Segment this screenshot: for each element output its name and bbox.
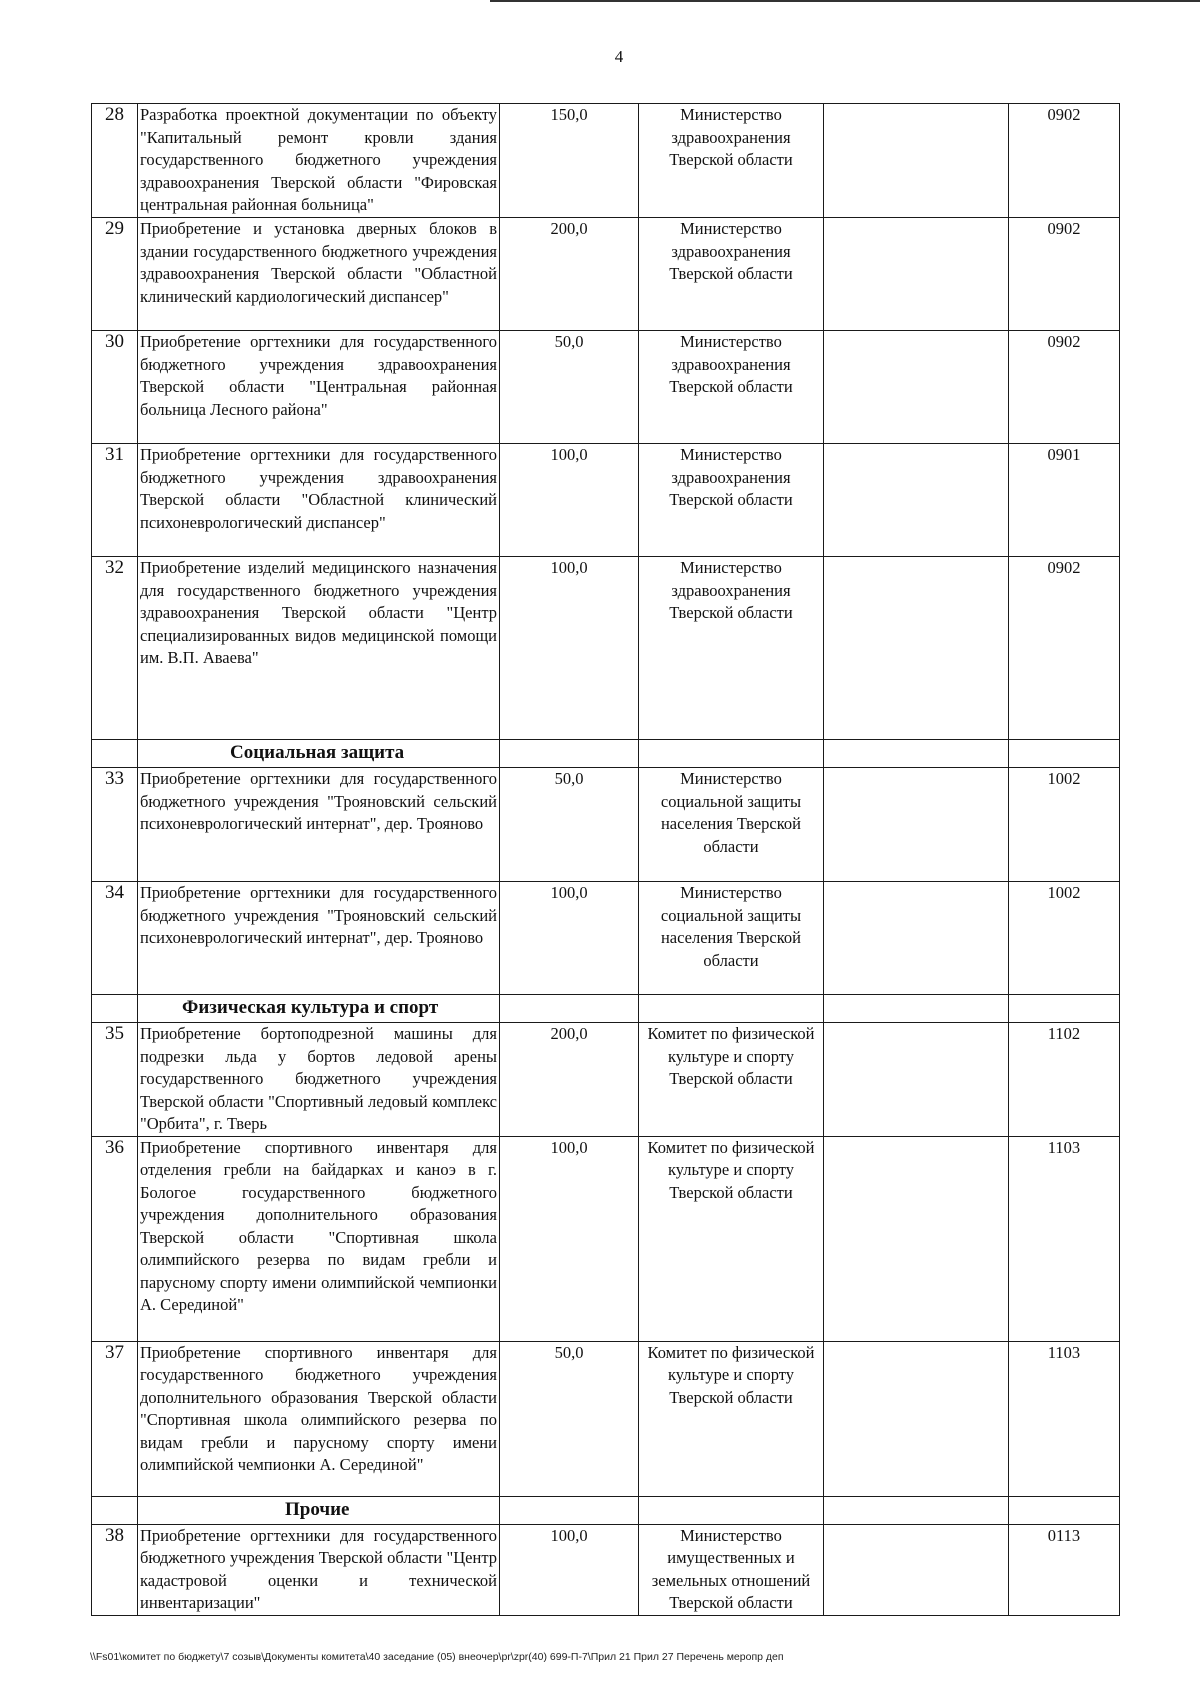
budget-code: 0901 (1009, 444, 1120, 557)
executor-name: Министерство здравоохранения Тверской области (639, 444, 824, 557)
page-number: 4 (614, 47, 624, 66)
empty-cell (92, 740, 138, 768)
section-title (138, 1496, 500, 1524)
empty-cell (639, 1496, 824, 1524)
executor-name: Комитет по физической культуре и спорту Тверской области (639, 1341, 824, 1496)
row-number: 34 (92, 882, 138, 995)
empty-cell (824, 1496, 1009, 1524)
section-title-text: Прочие (285, 1498, 350, 1520)
measure-name: Приобретение оргтехники для государственного бюджетного учреждения "Трояновский сельский психоневрологический интернат", дер. Трояново (138, 768, 500, 882)
table-row (92, 104, 1120, 218)
table-row (92, 1341, 1120, 1496)
empty-cell (92, 1496, 138, 1524)
measure-name: Приобретение оргтехники для государственного бюджетного учреждения "Трояновский сельский психоневрологический интернат", дер. Трояново (138, 882, 500, 995)
table-row (92, 882, 1120, 995)
amount-value: 100,0 (500, 444, 639, 557)
empty-cell (824, 768, 1009, 882)
amount-value: 100,0 (500, 1524, 639, 1615)
amount-value: 100,0 (500, 882, 639, 995)
table-row (92, 768, 1120, 882)
empty-cell (824, 557, 1009, 740)
empty-cell (639, 740, 824, 768)
row-number: 30 (92, 331, 138, 444)
footer-file-path: \\Fs01\комитет по бюджету\7 созыв\Документы комитета\40 заседание (05) внеочер\pr\zpr(40) 699-П-7\Прил 21 Прил 27 Перечень меропр деп (90, 1651, 784, 1663)
empty-cell (824, 882, 1009, 995)
executor-name: Комитет по физической культуре и спорту Тверской области (639, 1023, 824, 1137)
measure-name: Приобретение спортивного инвентаря для государственного бюджетного учреждения дополнительного образования Тверской области "Спортивная школа олимпийского резерва по видам гребли и парусному спорту имени олимпийской чемпионки А. Серединой" (138, 1341, 500, 1496)
budget-code: 0902 (1009, 557, 1120, 740)
row-number: 28 (92, 104, 138, 218)
empty-cell (824, 1136, 1009, 1341)
row-number: 33 (92, 768, 138, 882)
amount-value: 200,0 (500, 1023, 639, 1137)
section-row (92, 995, 1120, 1023)
amount-value: 100,0 (500, 557, 639, 740)
budget-code: 1002 (1009, 882, 1120, 995)
section-title (138, 740, 500, 768)
measure-name: Приобретение и установка дверных блоков в здании государственного бюджетного учреждения здравоохранения Тверской области "Областной клинический кардиологический диспансер" (138, 218, 500, 331)
empty-cell (500, 995, 639, 1023)
amount-value: 100,0 (500, 1136, 639, 1341)
empty-cell (92, 995, 138, 1023)
table-row (92, 331, 1120, 444)
amount-value: 150,0 (500, 104, 639, 218)
row-number: 36 (92, 1136, 138, 1341)
section-title (138, 995, 500, 1023)
table-row (92, 1136, 1120, 1341)
measure-name: Приобретение бортоподрезной машины для подрезки льда у бортов ледовой арены государственного бюджетного учреждения Тверской области "Спортивный ледовый комплекс "Орбита", г. Тверь (138, 1023, 500, 1137)
amount-value: 50,0 (500, 331, 639, 444)
empty-cell (639, 995, 824, 1023)
empty-cell (824, 1524, 1009, 1615)
empty-cell (824, 331, 1009, 444)
section-title-text: Физическая культура и спорт (182, 997, 439, 1018)
top-rule (490, 0, 1200, 2)
budget-code: 1103 (1009, 1136, 1120, 1341)
executor-name: Министерство социальной защиты населения Тверской области (639, 882, 824, 995)
budget-code: 1102 (1009, 1023, 1120, 1137)
empty-cell (824, 444, 1009, 557)
measures-table (91, 103, 1120, 1616)
empty-cell (500, 740, 639, 768)
executor-name: Министерство здравоохранения Тверской области (639, 104, 824, 218)
table-row (92, 1023, 1120, 1137)
empty-cell (1009, 740, 1120, 768)
empty-cell (824, 740, 1009, 768)
budget-code: 0902 (1009, 218, 1120, 331)
executor-name: Министерство здравоохранения Тверской области (639, 557, 824, 740)
amount-value: 200,0 (500, 218, 639, 331)
row-number: 38 (92, 1524, 138, 1615)
measure-name: Приобретение изделий медицинского назначения для государственного бюджетного учреждения здравоохранения Тверской области "Центр специализированных видов медицинской помощи им. В.П. Аваева" (138, 557, 500, 740)
row-number: 31 (92, 444, 138, 557)
executor-name: Министерство социальной защиты населения Тверской области (639, 768, 824, 882)
empty-cell (1009, 995, 1120, 1023)
executor-name: Министерство здравоохранения Тверской области (639, 218, 824, 331)
executor-name: Министерство здравоохранения Тверской области (639, 331, 824, 444)
row-number: 32 (92, 557, 138, 740)
measure-name: Приобретение спортивного инвентаря для отделения гребли на байдарках и каноэ в г. Бологое государственного бюджетного учреждения дополнительного образования Тверской области "Спортивная школа олимпийского резерва по видам гребли и парусному спорту имени олимпийской чемпионки А. Серединой" (138, 1136, 500, 1341)
table-row (92, 1524, 1120, 1615)
amount-value: 50,0 (500, 768, 639, 882)
measure-name: Разработка проектной документации по объекту "Капитальный ремонт кровли здания государственного бюджетного учреждения здравоохранения Тверской области "Фировская центральная районная больница" (138, 104, 500, 218)
measure-name: Приобретение оргтехники для государственного бюджетного учреждения здравоохранения Тверской области "Областной клинический психоневрологический диспансер" (138, 444, 500, 557)
table-row (92, 557, 1120, 740)
section-row (92, 740, 1120, 768)
budget-code: 1103 (1009, 1341, 1120, 1496)
executor-name: Министерство имущественных и земельных отношений Тверской области (639, 1524, 824, 1615)
row-number: 37 (92, 1341, 138, 1496)
row-number: 35 (92, 1023, 138, 1137)
budget-code: 0902 (1009, 331, 1120, 444)
empty-cell (824, 995, 1009, 1023)
empty-cell (1009, 1496, 1120, 1524)
row-number: 29 (92, 218, 138, 331)
empty-cell (824, 218, 1009, 331)
empty-cell (824, 1341, 1009, 1496)
budget-code: 1002 (1009, 768, 1120, 882)
table-row (92, 444, 1120, 557)
empty-cell (824, 104, 1009, 218)
empty-cell (500, 1496, 639, 1524)
amount-value: 50,0 (500, 1341, 639, 1496)
budget-code: 0902 (1009, 104, 1120, 218)
measure-name: Приобретение оргтехники для государственного бюджетного учреждения Тверской области "Центр кадастровой оценки и технической инвентаризации" (138, 1524, 500, 1615)
section-title-text: Социальная защита (230, 742, 405, 763)
budget-code: 0113 (1009, 1524, 1120, 1615)
measure-name: Приобретение оргтехники для государственного бюджетного учреждения здравоохранения Тверской области "Центральная районная больница Лесного района" (138, 331, 500, 444)
section-row (92, 1496, 1120, 1524)
table-row (92, 218, 1120, 331)
empty-cell (824, 1023, 1009, 1137)
executor-name: Комитет по физической культуре и спорту Тверской области (639, 1136, 824, 1341)
